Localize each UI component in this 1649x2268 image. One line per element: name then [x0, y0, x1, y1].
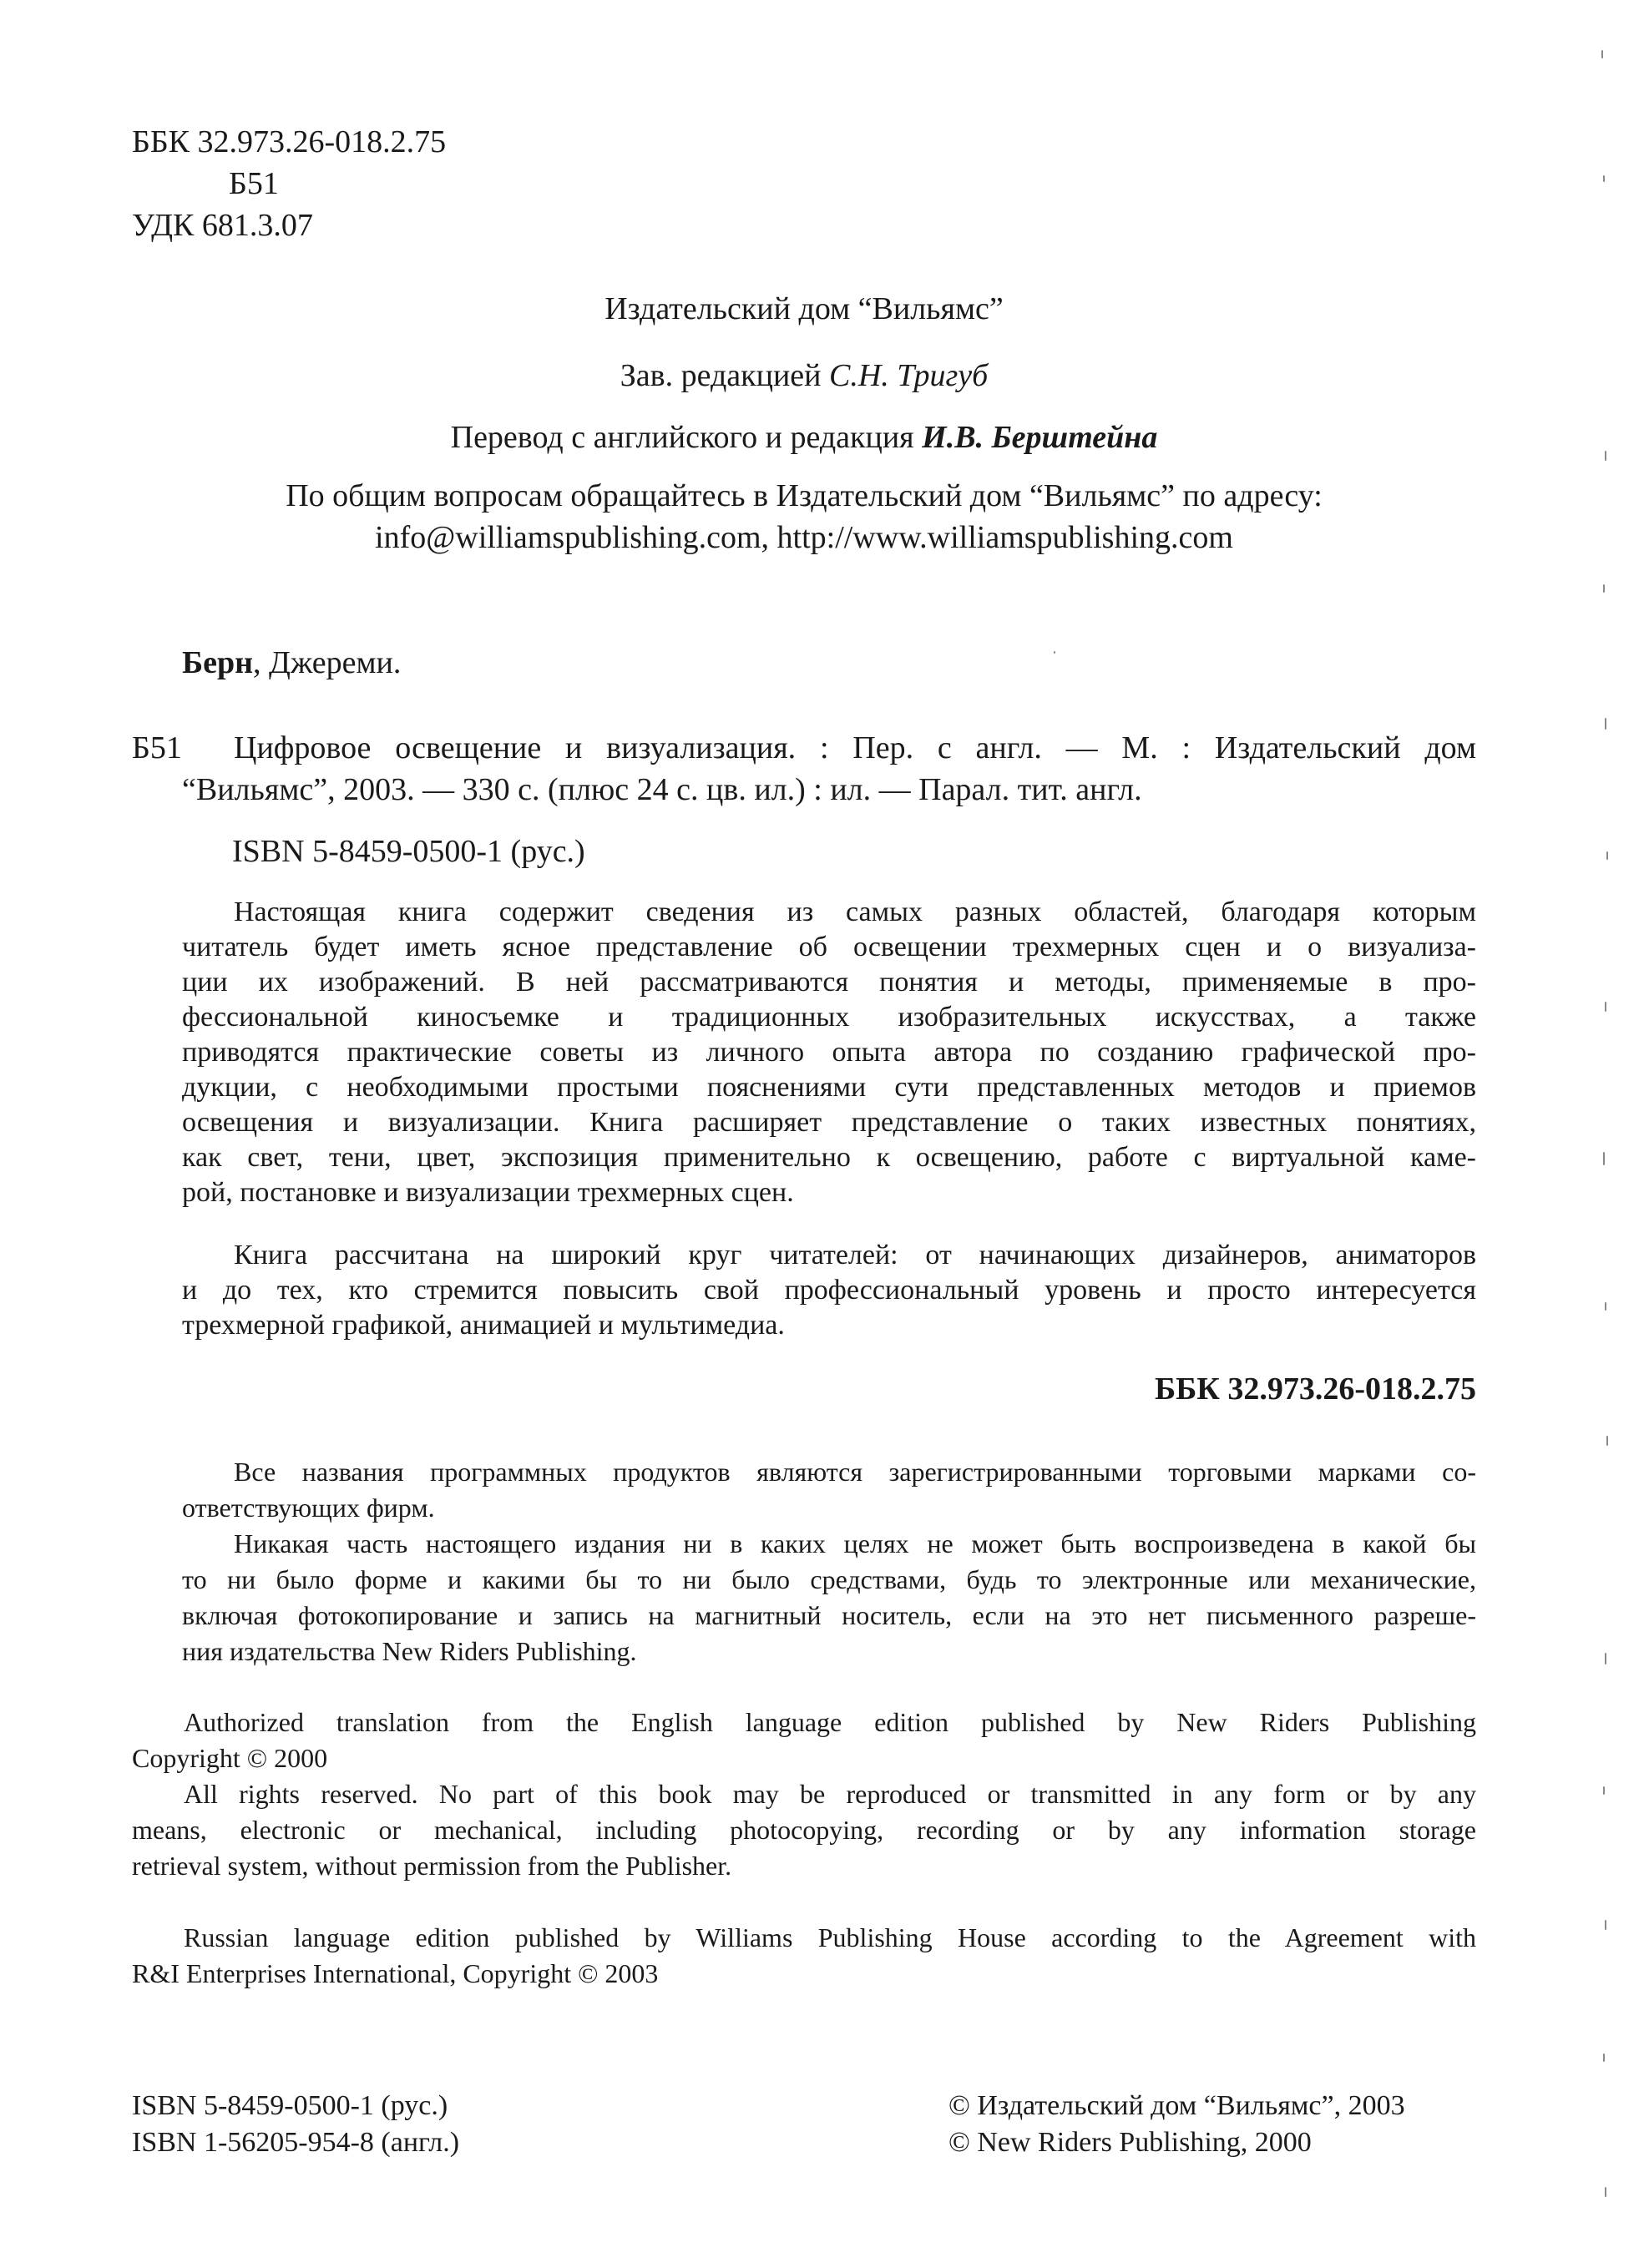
annotation-line: ции их изображений. В ней рассматриваются понятия и методы, применяемые в про-: [182, 967, 1476, 998]
scan-speck: [1601, 50, 1603, 58]
translation-line: [132, 417, 1476, 457]
rights-ru-paragraph-1: [182, 1454, 1476, 1526]
entry-line-1: Цифровое освещение и визуализация. : Пер. с англ. — М. : Издательский дом: [234, 730, 1476, 765]
annotation-line: приводятся практические советы из личного опыта автора по созданию графической про-: [182, 1037, 1476, 1068]
annotation-line: Настоящая книга содержит сведения из самых разных областей, благодаря которым: [234, 897, 1476, 927]
editor-line: [132, 356, 1476, 396]
scan-speck: [1603, 1786, 1605, 1795]
scan-speck: [1605, 1302, 1606, 1311]
author-rest: , Джереми.: [253, 645, 402, 680]
entry-isbn: ISBN 5-8459-0500-1 (рус.): [232, 834, 585, 869]
contact-line-2: info@williamspublishing.com, http://www.williamspublishing.com: [375, 520, 1233, 555]
scan-speck: [1605, 1653, 1606, 1664]
rights-line: Russian language edition published by Williams Publishing House according to the Agreement with: [184, 1922, 1476, 1952]
rights-line: то ни было форме и какими бы то ни было средствами, будь то электронные или механические,: [182, 1564, 1476, 1594]
footer-copyright-ru: © Издательский дом “Вильямс”, 2003: [948, 2090, 1405, 2121]
author-mark-code: Б51: [229, 166, 279, 201]
rights-line: включая фотокопирование и запись на магнитный носитель, если на это нет письменного разреше-: [182, 1600, 1476, 1630]
rights-ru-paragraph-2: [182, 1526, 1476, 1669]
footer-copyright-en: © New Riders Publishing, 2000: [948, 2127, 1312, 2158]
publisher-house: Издательский дом “Вильямс”: [604, 291, 1004, 326]
scan-speck: [1605, 2187, 1606, 2197]
bbk-code: ББК 32.973.26-018.2.75: [132, 124, 447, 159]
scan-speck: [1054, 651, 1055, 654]
rights-en-paragraph-2: [132, 1776, 1476, 1884]
annotation-line: как свет, тени, цвет, экспозиция применительно к освещению, работе с виртуальной каме-: [182, 1142, 1476, 1173]
rights-line: retrieval system, without permission from the Publisher.: [132, 1851, 732, 1881]
annotation-bbk: ББК 32.973.26-018.2.75: [1155, 1371, 1476, 1407]
annotation-line: фессиональной киносъемке и традиционных изобразительных искусствах, а также: [182, 1002, 1476, 1033]
scan-speck: [1605, 1920, 1606, 1930]
annotation-line: рой, постановке и визуализации трехмерных сцен.: [182, 1177, 794, 1208]
scan-speck: [1603, 175, 1605, 182]
entry-code: Б51: [132, 730, 182, 765]
footer-isbn-en: ISBN 1-56205-954-8 (англ.): [132, 2127, 460, 2158]
scan-speck: [1606, 851, 1608, 860]
scan-speck: [1605, 1002, 1606, 1012]
rights-line: means, electronic or mechanical, including photocopying, recording or by any information storage: [132, 1815, 1476, 1845]
rights-line: Все названия программных продуктов являются зарегистрированными торговыми марками со-: [234, 1457, 1476, 1487]
translation-prefix: Перевод с английского и редакция: [450, 420, 923, 455]
annotation-line: читатель будет иметь ясное представление об освещении трехмерных сцен и о визуализа-: [182, 932, 1476, 962]
scan-speck: [1606, 1436, 1608, 1446]
annotation-line: и до тех, кто стремится повысить свой профессиональный уровень и просто интересуется: [182, 1275, 1476, 1306]
scan-speck: [1603, 2053, 1605, 2062]
annotation-line: трехмерной графикой, анимацией и мультимедиа.: [182, 1310, 785, 1341]
rights-line: Copyright © 2000: [132, 1743, 328, 1773]
rights-line: Authorized translation from the English language edition published by New Riders Publishing: [184, 1707, 1476, 1737]
rights-line: ния издательства New Riders Publishing.: [182, 1636, 637, 1666]
scan-speck: [1605, 451, 1606, 461]
scan-speck: [1603, 584, 1605, 593]
rights-en-paragraph-1: [132, 1705, 1476, 1776]
annotation-line: дукции, с необходимыми простыми пояснениями сути представленных методов и приемов: [182, 1072, 1476, 1103]
rights-line: ответствующих фирм.: [182, 1493, 435, 1523]
editor-prefix: Зав. редакцией: [620, 358, 829, 393]
udk-code: УДК 681.3.07: [132, 208, 313, 243]
annotation-paragraph-1: [182, 895, 1476, 1210]
contact-line-1: По общим вопросам обращайтесь в Издательский дом “Вильямс” по адресу:: [286, 478, 1323, 513]
rights-line: Никакая часть настоящего издания ни в каких целях не может быть воспроизведена в какой бы: [234, 1528, 1476, 1558]
author-heading: [182, 643, 401, 683]
rights-line: R&I Enterprises International, Copyright © 2003: [132, 1958, 659, 1988]
footer-isbn-ru: ISBN 5-8459-0500-1 (рус.): [132, 2090, 448, 2121]
scan-speck: [1603, 1152, 1605, 1165]
translator-name: И.В. Берштейна: [922, 420, 1158, 455]
scan-speck: [1605, 718, 1606, 730]
rights-line: All rights reserved. No part of this book may be reproduced or transmitted in any form or by any: [184, 1779, 1476, 1809]
editor-name: С.Н. Тригуб: [828, 358, 989, 393]
author-surname: Берн: [182, 645, 254, 680]
annotation-line: Книга рассчитана на широкий круг читателей: от начинающих дизайнеров, аниматоров: [234, 1240, 1476, 1270]
annotation-paragraph-2: [182, 1238, 1476, 1343]
annotation-line: освещения и визуализации. Книга расширяет представление о таких известных понятиях,: [182, 1107, 1476, 1138]
entry-line-2: “Вильямс”, 2003. — 330 с. (плюс 24 с. цв. ил.) : ил. — Парал. тит. англ.: [182, 772, 1142, 807]
rights-en-paragraph-3: [132, 1920, 1476, 1992]
